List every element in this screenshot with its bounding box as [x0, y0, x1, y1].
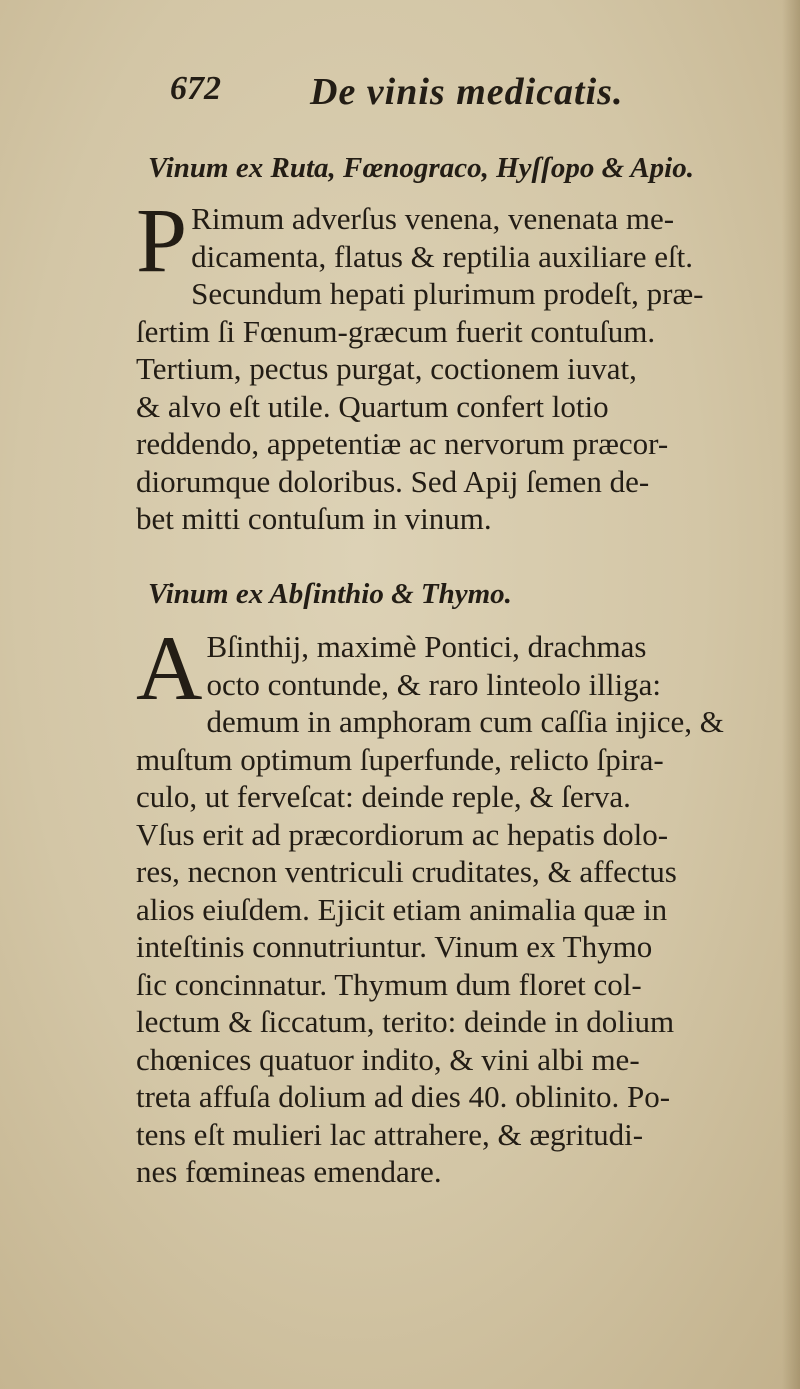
text-line: octo contunde, & raro linteolo illiga:: [206, 666, 662, 702]
text-line: alios eiuſdem. Ejicit etiam animalia quæ in: [136, 891, 668, 927]
text-line: res, necnon ventriculi cruditates, & affectus: [136, 854, 677, 889]
text-line: & alvo eſt utile. Quartum confert lotio: [136, 388, 609, 424]
text-line: dicamenta, flatus & reptilia auxiliare eſt.: [191, 238, 693, 274]
drop-cap: A: [136, 617, 203, 719]
text-line: ſic concinnatur. Thymum dum floret col-: [136, 966, 642, 1002]
text-line: ſertim ſi Fœnum-græcum fuerit contuſum.: [136, 313, 656, 349]
text-line: reddendo, appetentiæ ac nervorum præcor-: [136, 426, 669, 461]
section-title-absinthio: Vinum ex Abſinthio & Thymo.: [148, 578, 512, 610]
text-line: tens eſt mulieri lac attrahere, & ægritudi-: [136, 1116, 644, 1152]
page-number: 672: [170, 70, 221, 107]
text-line: treta affuſa dolium ad dies 40. oblinito. Po-: [136, 1079, 671, 1114]
section-title-ruta: Vinum ex Ruta, Fœnograco, Hyſſopo & Apio.: [148, 152, 694, 184]
text-line: chœnices quatuor indito, & vini albi me-: [136, 1041, 640, 1077]
page-edge-shadow: [782, 0, 800, 1389]
drop-cap: P: [136, 189, 188, 291]
text-line: diorumque doloribus. Sed Apij ſemen de-: [136, 463, 650, 499]
text-line: demum in amphoram cum caſſia injice, &: [206, 704, 724, 739]
running-head: [170, 70, 630, 120]
running-title: De vinis medicatis.: [310, 71, 624, 113]
text-line: Tertium, pectus purgat, coctionem iuvat,: [136, 351, 637, 386]
text-line: Secundum hepati plurimum prodeſt, præ-: [191, 276, 704, 311]
text-line: lectum & ſiccatum, terito: deinde in dolium: [136, 1004, 675, 1039]
text-line: Vſus erit ad præcordiorum ac hepatis dolo-: [136, 816, 669, 852]
text-line: Rimum adverſus venena, venenata me-: [191, 201, 675, 236]
text-line: bet mitti contuſum in vinum.: [136, 501, 492, 536]
text-line: culo, ut ferveſcat: deinde reple, & ſerva.: [136, 779, 631, 814]
text-line: inteſtinis connutriuntur. Vinum ex Thymo: [136, 929, 653, 964]
text-line: Bſinthij, maximè Pontici, drachmas: [206, 629, 647, 664]
text-line: muſtum optimum ſuperfunde, relicto ſpira-: [136, 741, 664, 777]
text-line: nes fœmineas emendare.: [136, 1154, 442, 1189]
section-body-absinthio: [136, 617, 746, 1191]
section-body-ruta: [136, 189, 746, 538]
